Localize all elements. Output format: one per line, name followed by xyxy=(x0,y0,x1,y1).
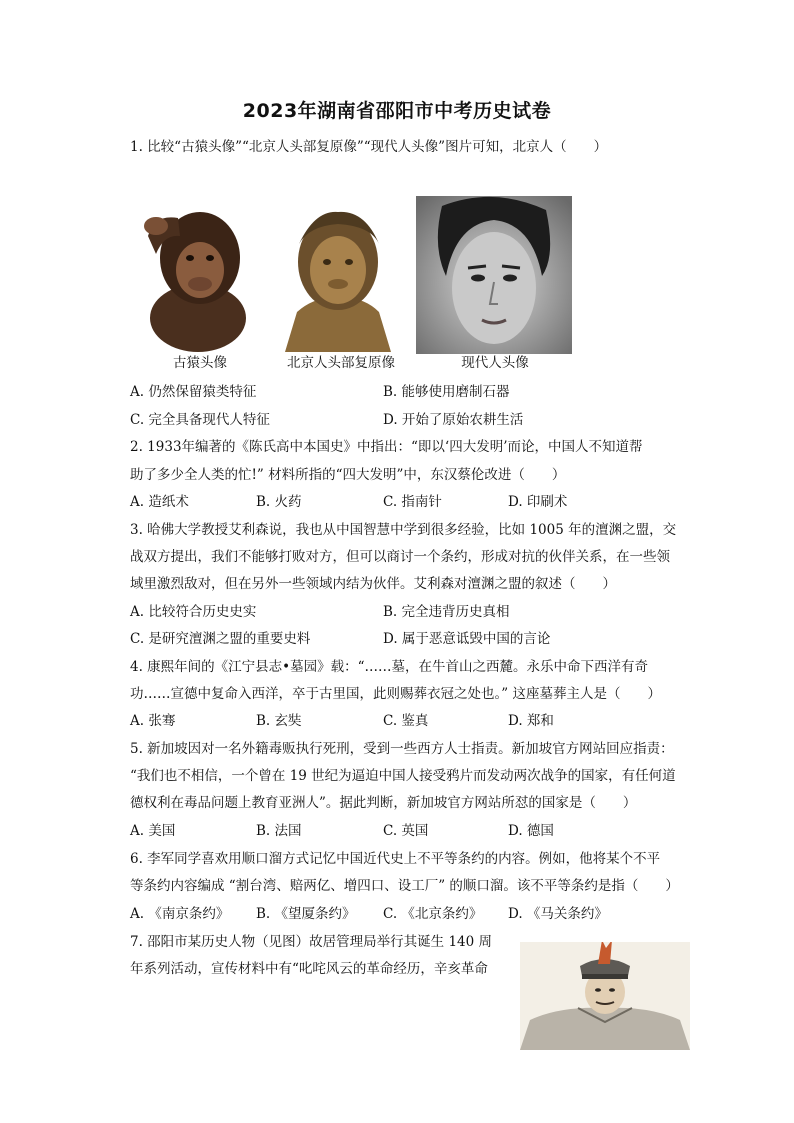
q3-option-b[interactable]: B. 完全违背历史真相 xyxy=(383,604,510,620)
q4-option-c[interactable]: C. 鉴真 xyxy=(383,713,429,729)
q3-option-c[interactable]: C. 是研究澶渊之盟的重要史料 xyxy=(130,631,311,647)
modern-human-image xyxy=(416,196,572,354)
peking-man-bust-image xyxy=(275,204,401,352)
q1-option-a[interactable]: A. 仍然保留猿类特征 xyxy=(130,384,257,400)
q3-option-a[interactable]: A. 比较符合历史史实 xyxy=(130,604,257,620)
q5-option-a[interactable]: A. 美国 xyxy=(130,823,176,839)
q2-option-c[interactable]: C. 指南针 xyxy=(383,494,442,510)
q1-option-b[interactable]: B. 能够使用磨制石器 xyxy=(383,384,510,400)
q6-line-1: 6. 李军同学喜欢用顺口溜方式记忆中国近代史上不平等条约的内容。例如，他将某个不平 xyxy=(130,851,661,867)
q6-option-b[interactable]: B. 《望厦条约》 xyxy=(256,906,356,922)
q4-option-b[interactable]: B. 玄奘 xyxy=(256,713,302,729)
historical-figure-portrait-image xyxy=(520,942,690,1050)
caption-modern-human: 现代人头像 xyxy=(461,355,529,371)
caption-ape-head: 古猿头像 xyxy=(173,355,227,371)
q1-option-d[interactable]: D. 开始了原始农耕生活 xyxy=(383,412,524,428)
q3-line-1: 3. 哈佛大学教授艾利森说，我也从中国智慧中学到很多经验，比如 1005 年的澶渊之盟，交 xyxy=(130,522,677,538)
caption-peking-man: 北京人头部复原像 xyxy=(287,355,395,371)
q5-option-b[interactable]: B. 法国 xyxy=(256,823,302,839)
q6-option-d[interactable]: D. 《马关条约》 xyxy=(508,906,608,922)
ape-head-image xyxy=(134,196,260,352)
q3-line-3: 域里激烈敌对，但在另外一些领域内结为伙伴。艾利森对澶渊之盟的叙述（ ） xyxy=(130,576,616,592)
q6-option-a[interactable]: A. 《南京条约》 xyxy=(130,906,230,922)
q4-option-a[interactable]: A. 张骞 xyxy=(130,713,176,729)
q3-line-2: 战双方提出，我们不能够打败对方，但可以商讨一个条约，形成对抗的伙伴关系，在一些领 xyxy=(130,549,670,565)
q4-line-2: 功……宣德中复命入西洋，卒于古里国，此则赐葬衣冠之处也。” 这座墓葬主人是（ ） xyxy=(130,686,661,702)
q5-line-1: 5. 新加坡因对一名外籍毒贩执行死刑，受到一些西方人士指责。新加坡官方网站回应指责： xyxy=(130,741,674,757)
q3-option-d[interactable]: D. 属于恶意诋毁中国的言论 xyxy=(383,631,551,647)
q2-line-1: 2. 1933年编著的《陈氏高中本国史》中指出：“即以‘四大发明’而论，中国人不知道帮 xyxy=(130,439,643,455)
q4-option-d[interactable]: D. 郑和 xyxy=(508,713,554,729)
q6-option-c[interactable]: C. 《北京条约》 xyxy=(383,906,483,922)
q2-option-d[interactable]: D. 印刷术 xyxy=(508,494,568,510)
q7-line-1: 7. 邵阳市某历史人物（见图）故居管理局举行其诞生 140 周 xyxy=(130,934,493,950)
q1-stem: 1. 比较“古猿头像”“北京人头部复原像”“现代人头像”图片可知，北京人（ ） xyxy=(130,139,608,155)
q6-line-2: 等条约内容编成 “割台湾、赔两亿、增四口、设工厂” 的顺口溜。该不平等条约是指（ ） xyxy=(130,878,679,894)
q5-option-c[interactable]: C. 英国 xyxy=(383,823,429,839)
q5-line-2: “我们也不相信，一个曾在 19 世纪为逼迫中国人接受鸦片而发动两次战争的国家，有任何道 xyxy=(130,768,676,784)
q7-line-2: 年系列活动，宣传材料中有“叱咤风云的革命经历，辛亥革命 xyxy=(130,961,488,977)
q2-line-2: 助了多少全人类的忙!” 材料所指的“四大发明”中，东汉蔡伦改进（ ） xyxy=(130,467,566,483)
q2-option-b[interactable]: B. 火药 xyxy=(256,494,302,510)
q5-option-d[interactable]: D. 德国 xyxy=(508,823,554,839)
q4-line-1: 4. 康熙年间的《江宁县志•墓园》载：“……墓，在牛首山之西麓。永乐中命下西洋有奇 xyxy=(130,659,649,675)
q1-option-c[interactable]: C. 完全具备现代人特征 xyxy=(130,412,270,428)
q2-option-a[interactable]: A. 造纸术 xyxy=(130,494,189,510)
q5-line-3: 德权利在毒品问题上教育亚洲人”。据此判断，新加坡官方网站所怼的国家是（ ） xyxy=(130,795,637,811)
exam-title: 2023年湖南省邵阳市中考历史试卷 xyxy=(242,100,552,122)
